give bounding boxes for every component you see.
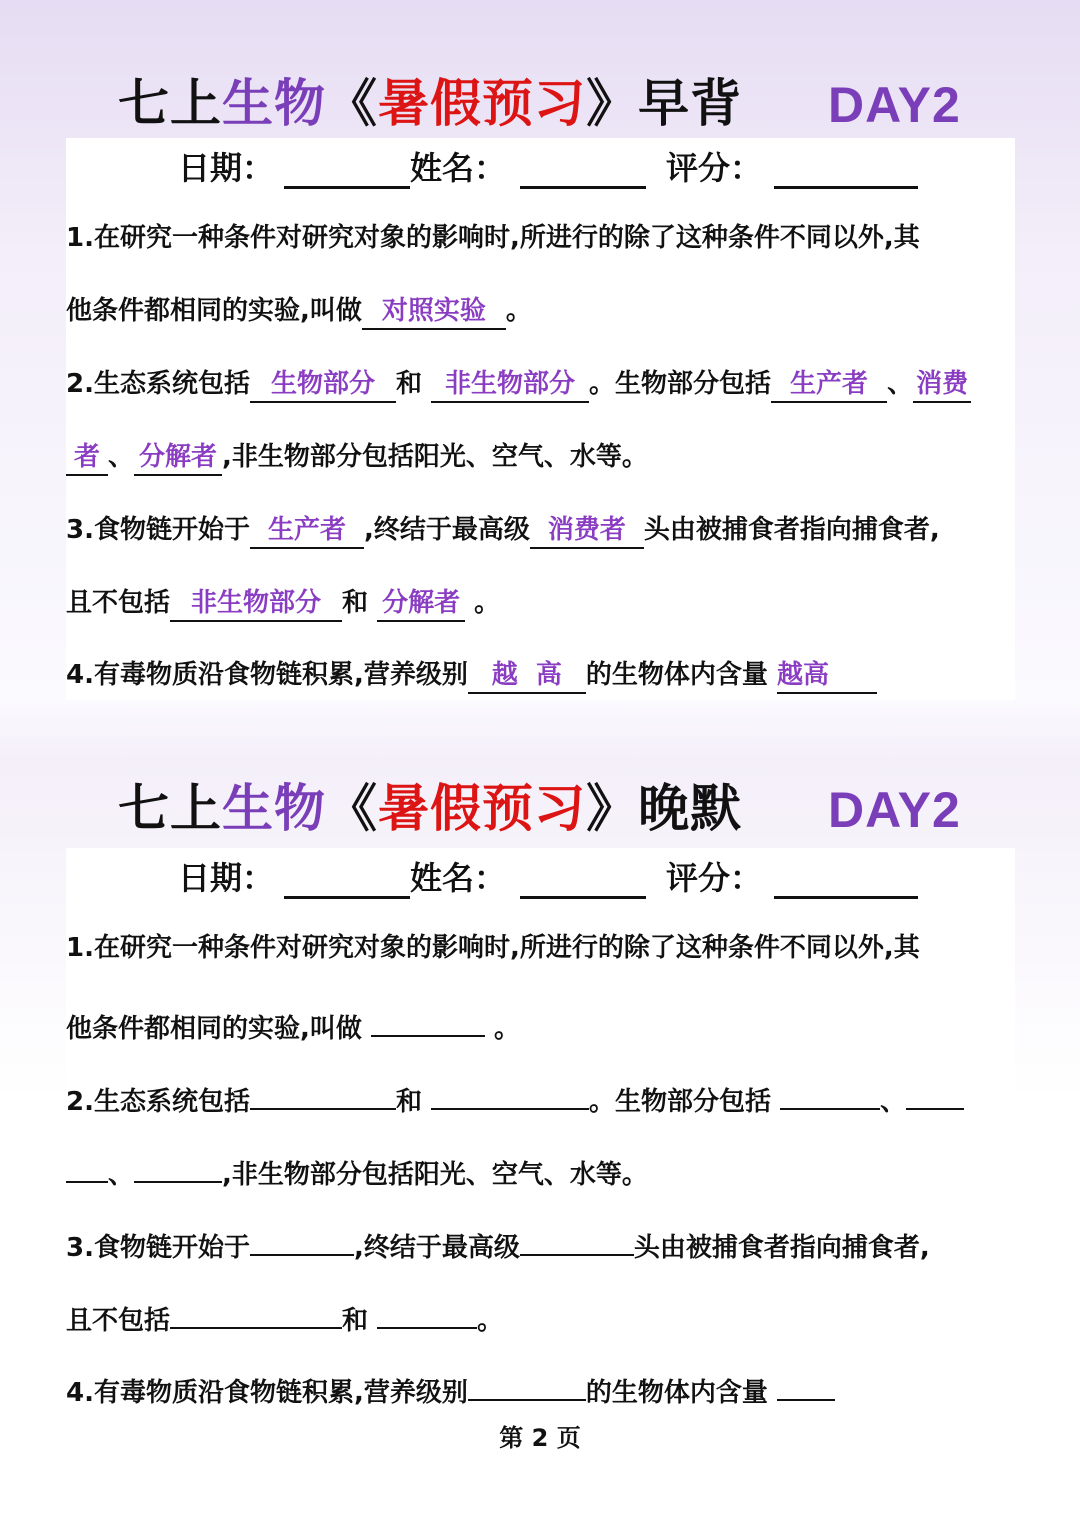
- morning-title: [118, 70, 988, 140]
- q3-answer-3[interactable]: 非生物部分: [170, 586, 342, 622]
- q3-blank-1[interactable]: [250, 1220, 354, 1256]
- q2-answer-5[interactable]: 分解者: [134, 440, 222, 476]
- q4-answer-1[interactable]: 越 高: [468, 658, 586, 694]
- name-field[interactable]: [520, 896, 646, 899]
- q2-text-2: 和: [395, 369, 422, 399]
- evening-title: [118, 775, 988, 845]
- q3-answer-2[interactable]: 消费者: [530, 513, 644, 549]
- name-label: 姓名：: [410, 149, 507, 187]
- q2-line1: [66, 364, 1015, 404]
- q2-answer-1[interactable]: 生物部分: [250, 367, 396, 403]
- score-field[interactable]: [774, 186, 918, 189]
- q4-answer-2[interactable]: 越高: [777, 658, 877, 694]
- q1-text-b: 他条件都相同的实验,叫做: [66, 296, 362, 326]
- title-day: DAY2: [828, 782, 961, 838]
- q2-text-4: 、: [880, 1087, 907, 1117]
- q3-answer-4[interactable]: 分解者: [377, 586, 465, 622]
- evening-card: [66, 848, 1015, 1410]
- q4-text-2: 的生物体内含量: [585, 1378, 768, 1408]
- title-name: 暑假预习: [378, 780, 587, 839]
- q1-blank[interactable]: [371, 1001, 485, 1037]
- q2-text-5: 、: [108, 442, 135, 472]
- q2-answer-4a[interactable]: 消费: [913, 367, 971, 403]
- q2-text-6: ,非生物部分包括阳光、空气、水等。: [222, 1160, 648, 1190]
- q2-blank-4a[interactable]: [906, 1074, 964, 1110]
- q3-text-6: 。: [474, 588, 501, 618]
- score-label: 评分：: [666, 859, 763, 897]
- q1-text-b: 他条件都相同的实验,叫做: [66, 1014, 362, 1044]
- q2-text-3: 。生物部分包括: [589, 369, 772, 399]
- q2-text-2: 和: [395, 1087, 422, 1117]
- q2-text-4: 、: [887, 369, 914, 399]
- q2-blank-1[interactable]: [250, 1074, 396, 1110]
- name-label: 姓名：: [410, 859, 507, 897]
- q1-period: 。: [494, 1014, 521, 1044]
- title-subject: 生物: [222, 780, 327, 839]
- title-bracket-close: 》: [586, 75, 639, 134]
- q2-text-1: 2.生态系统包括: [66, 1087, 250, 1117]
- q2-blank-3[interactable]: [780, 1074, 880, 1110]
- q3-line1: [66, 510, 1015, 550]
- morning-card: [66, 138, 1015, 700]
- q1-line1: [66, 218, 1015, 258]
- q1-text: 1.在研究一种条件对研究对象的影响时,所进行的除了这种条件不同以外,其: [66, 223, 920, 253]
- date-field[interactable]: [284, 186, 410, 189]
- title-prefix: 七上: [118, 75, 223, 134]
- q3-text-1: 3.食物链开始于: [66, 1233, 250, 1263]
- score-label: 评分：: [666, 149, 763, 187]
- q3-text-1: 3.食物链开始于: [66, 515, 250, 545]
- q4-text-1: 4.有毒物质沿食物链积累,营养级别: [66, 1378, 468, 1408]
- q3-blank-4[interactable]: [377, 1293, 477, 1329]
- title-day: DAY2: [828, 77, 961, 133]
- q2-line1: [66, 1074, 1015, 1117]
- q2-answer-2[interactable]: 非生物部分: [431, 367, 589, 403]
- q3-text-5: 和: [342, 1306, 369, 1336]
- date-label: 日期：: [178, 149, 275, 187]
- q3-text-3: 头由被捕食者指向捕食者,: [643, 515, 940, 545]
- q3-text-2: ,终结于最高级: [363, 515, 530, 545]
- q1-period: 。: [505, 296, 532, 326]
- title-bracket-close: 》: [586, 780, 639, 839]
- q3-text-6: 。: [477, 1306, 504, 1336]
- title-session: 晚默: [638, 780, 743, 839]
- q4-line1: [66, 1365, 1015, 1408]
- score-field[interactable]: [774, 896, 918, 899]
- title-session: 早背: [638, 75, 743, 134]
- q3-line1: [66, 1220, 1015, 1263]
- q3-blank-2[interactable]: [520, 1220, 634, 1256]
- q3-text-2: ,终结于最高级: [353, 1233, 520, 1263]
- q3-text-3: 头由被捕食者指向捕食者,: [633, 1233, 930, 1263]
- q2-answer-4b[interactable]: 者: [66, 440, 108, 476]
- q1-answer[interactable]: 对照实验: [362, 294, 506, 330]
- q3-line2: [66, 1293, 1015, 1336]
- page-number: 第 2 页: [499, 1424, 581, 1452]
- q1-line2: [66, 291, 1015, 331]
- title-subject: 生物: [222, 75, 327, 134]
- q1-text: 1.在研究一种条件对研究对象的影响时,所进行的除了这种条件不同以外,其: [66, 933, 920, 963]
- q3-text-4: 且不包括: [66, 1306, 171, 1336]
- q2-blank-2[interactable]: [431, 1074, 589, 1110]
- q2-blank-5[interactable]: [134, 1147, 222, 1183]
- q3-blank-3[interactable]: [170, 1293, 342, 1329]
- date-label: 日期：: [178, 859, 275, 897]
- title-bracket-open: 《: [326, 780, 379, 839]
- q2-answer-3[interactable]: 生产者: [771, 367, 887, 403]
- q4-blank-1[interactable]: [468, 1365, 586, 1401]
- title-prefix: 七上: [118, 780, 223, 839]
- title-name: 暑假预习: [378, 75, 587, 134]
- q4-blank-2[interactable]: [777, 1365, 835, 1401]
- q2-line2: [66, 437, 1015, 477]
- title-bracket-open: 《: [326, 75, 379, 134]
- q2-blank-4b[interactable]: [66, 1147, 108, 1183]
- q3-answer-1[interactable]: 生产者: [250, 513, 364, 549]
- q4-text-1: 4.有毒物质沿食物链积累,营养级别: [66, 660, 468, 690]
- q4-text-2: 的生物体内含量: [585, 660, 768, 690]
- q3-text-4: 且不包括: [66, 588, 171, 618]
- q2-text-3: 。生物部分包括: [589, 1087, 772, 1117]
- q3-text-5: 和: [342, 588, 369, 618]
- q2-text-6: ,非生物部分包括阳光、空气、水等。: [222, 442, 648, 472]
- q2-text-1: 2.生态系统包括: [66, 369, 250, 399]
- q4-line1: [66, 655, 1015, 695]
- q3-line2: [66, 583, 1015, 623]
- q1-line2: [66, 1001, 1015, 1044]
- date-field[interactable]: [284, 896, 410, 899]
- q2-text-5: 、: [108, 1160, 135, 1190]
- q1-line1: [66, 928, 1015, 968]
- name-field[interactable]: [520, 186, 646, 189]
- q2-line2: [66, 1147, 1015, 1190]
